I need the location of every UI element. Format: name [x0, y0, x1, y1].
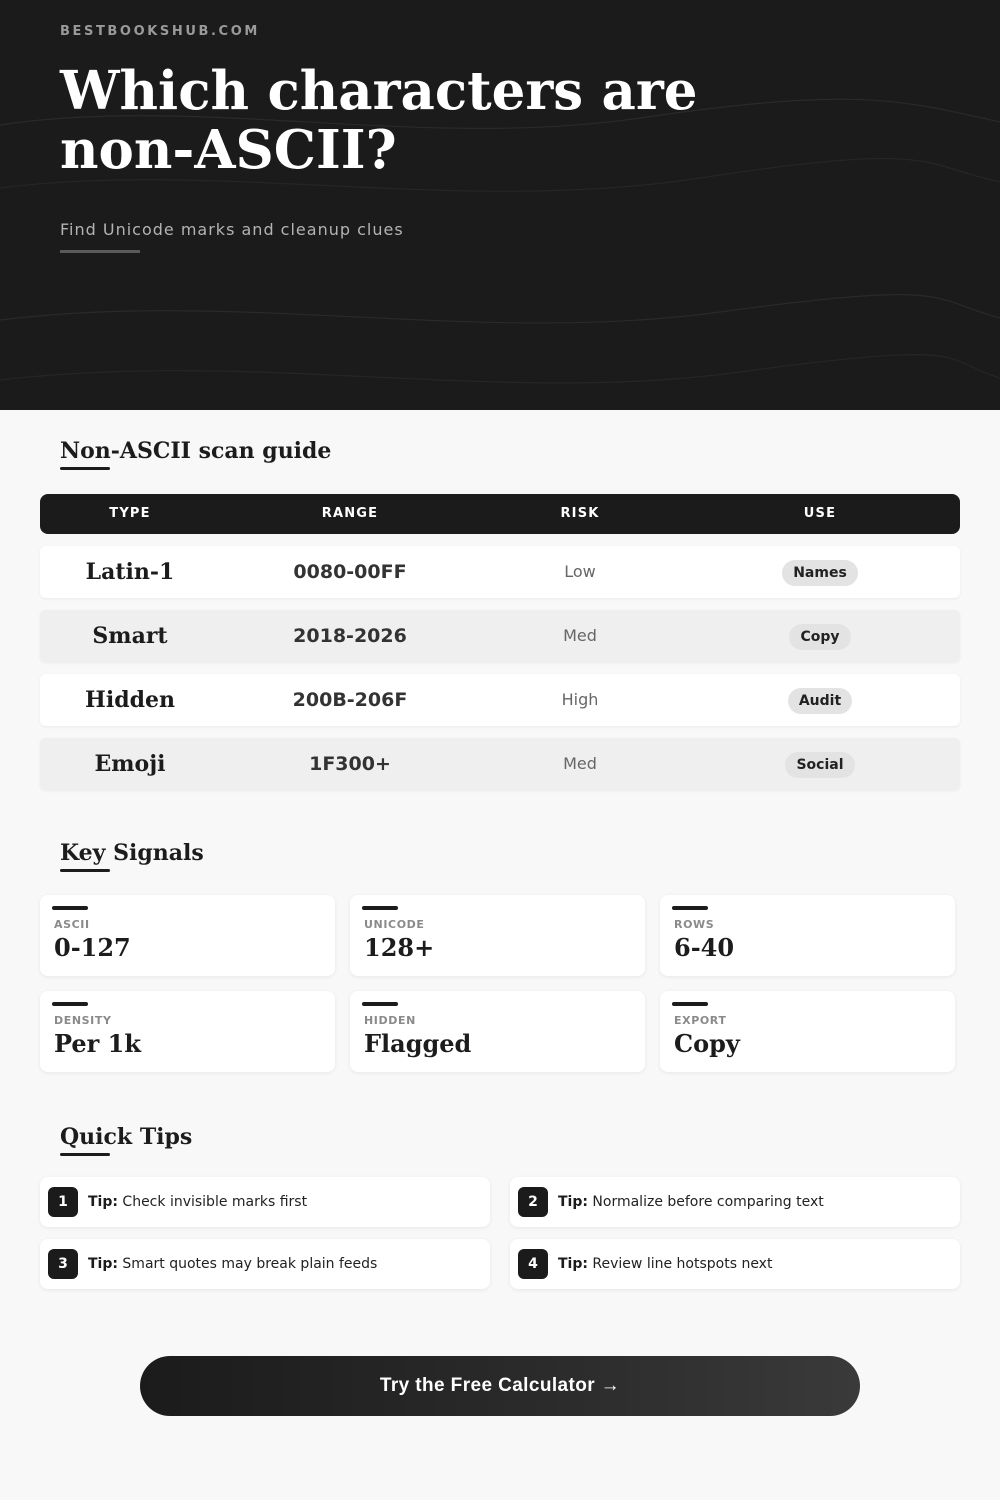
card-label: UNICODE: [364, 918, 425, 931]
page-title: [60, 62, 760, 180]
tip-prefix: Tip:: [88, 1194, 118, 1210]
card-value: Flagged: [364, 1029, 472, 1058]
quick-tips-heading-underline: [60, 1153, 110, 1156]
tip-text: [88, 1239, 377, 1289]
card-label: EXPORT: [674, 1014, 727, 1027]
card-value: 0-127: [54, 933, 131, 962]
column-header-range: RANGE: [321, 506, 379, 521]
tip-number-badge: 3: [48, 1249, 78, 1279]
card-value: 128+: [364, 933, 435, 962]
signal-card: [40, 895, 335, 976]
cell-use: [700, 610, 940, 662]
cell-use: [700, 674, 940, 726]
column-header-type: TYPE: [109, 506, 151, 521]
tip-item: [510, 1239, 960, 1289]
tip-body: Normalize before comparing text: [592, 1194, 824, 1210]
tip-prefix: Tip:: [558, 1194, 588, 1210]
page-subtitle: Find Unicode marks and cleanup clues: [60, 220, 404, 239]
cell-type: Emoji: [94, 751, 166, 777]
signal-card: [40, 991, 335, 1072]
table-header: [40, 494, 960, 534]
signal-card: [350, 895, 645, 976]
page-title-line1: Which characters are: [60, 60, 698, 122]
use-badge: Names: [782, 560, 858, 586]
tip-number-badge: 1: [48, 1187, 78, 1217]
tip-text: [558, 1177, 824, 1227]
cell-use: [700, 546, 940, 598]
tip-item: [40, 1177, 490, 1227]
card-accent-bar: [362, 1002, 398, 1006]
card-value: Per 1k: [54, 1029, 141, 1058]
cell-type: Smart: [92, 623, 168, 649]
cell-range: 200B-206F: [292, 689, 408, 711]
signal-card: [350, 991, 645, 1072]
subtitle-underline: [60, 250, 140, 253]
try-calculator-button[interactable]: Try the Free Calculator →: [140, 1356, 860, 1416]
table-row: [40, 546, 960, 598]
cell-range: 2018-2026: [293, 625, 407, 647]
scan-guide-heading-underline: [60, 467, 110, 470]
site-name: BESTBOOKSHUB.COM: [60, 24, 260, 39]
tip-item: [40, 1239, 490, 1289]
cell-range: 1F300+: [309, 753, 391, 775]
use-badge: Audit: [788, 688, 852, 714]
card-value: 6-40: [674, 933, 735, 962]
hero-banner: [0, 0, 1000, 410]
cell-risk: Med: [563, 626, 597, 645]
tip-number-badge: 4: [518, 1249, 548, 1279]
column-header-risk: RISK: [560, 506, 600, 521]
card-value: Copy: [674, 1029, 740, 1058]
tip-text: [88, 1177, 307, 1227]
card-accent-bar: [52, 1002, 88, 1006]
card-label: HIDDEN: [364, 1014, 416, 1027]
card-accent-bar: [52, 906, 88, 910]
page-title-line2: non-ASCII?: [60, 119, 397, 181]
tip-prefix: Tip:: [88, 1256, 118, 1272]
tip-body: Smart quotes may break plain feeds: [122, 1256, 378, 1272]
scan-guide-heading: Non-ASCII scan guide: [60, 438, 332, 464]
use-badge: Social: [785, 752, 854, 778]
cell-risk: Low: [564, 562, 596, 581]
table-row: [40, 610, 960, 662]
cell-type: Hidden: [85, 687, 175, 713]
tip-text: [558, 1239, 772, 1289]
table-row: [40, 674, 960, 726]
card-label: ASCII: [54, 918, 90, 931]
key-signals-heading-underline: [60, 869, 110, 872]
cell-type: Latin-1: [85, 559, 175, 585]
signal-card: [660, 895, 955, 976]
signal-card: [660, 991, 955, 1072]
card-label: DENSITY: [54, 1014, 112, 1027]
tip-body: Check invisible marks first: [122, 1194, 308, 1210]
card-accent-bar: [672, 1002, 708, 1006]
use-badge: Copy: [789, 624, 850, 650]
column-header-use: USE: [803, 506, 837, 521]
cell-risk: Med: [563, 754, 597, 773]
key-signals-heading: Key Signals: [60, 840, 204, 866]
card-accent-bar: [362, 906, 398, 910]
tip-body: Review line hotspots next: [592, 1256, 773, 1272]
cell-risk: High: [561, 690, 599, 709]
tip-number-badge: 2: [518, 1187, 548, 1217]
cell-use: [700, 738, 940, 790]
table-row: [40, 738, 960, 790]
card-accent-bar: [672, 906, 708, 910]
card-label: ROWS: [674, 918, 715, 931]
tip-prefix: Tip:: [558, 1256, 588, 1272]
cell-range: 0080-00FF: [293, 561, 407, 583]
tip-item: [510, 1177, 960, 1227]
quick-tips-heading: Quick Tips: [60, 1124, 193, 1150]
